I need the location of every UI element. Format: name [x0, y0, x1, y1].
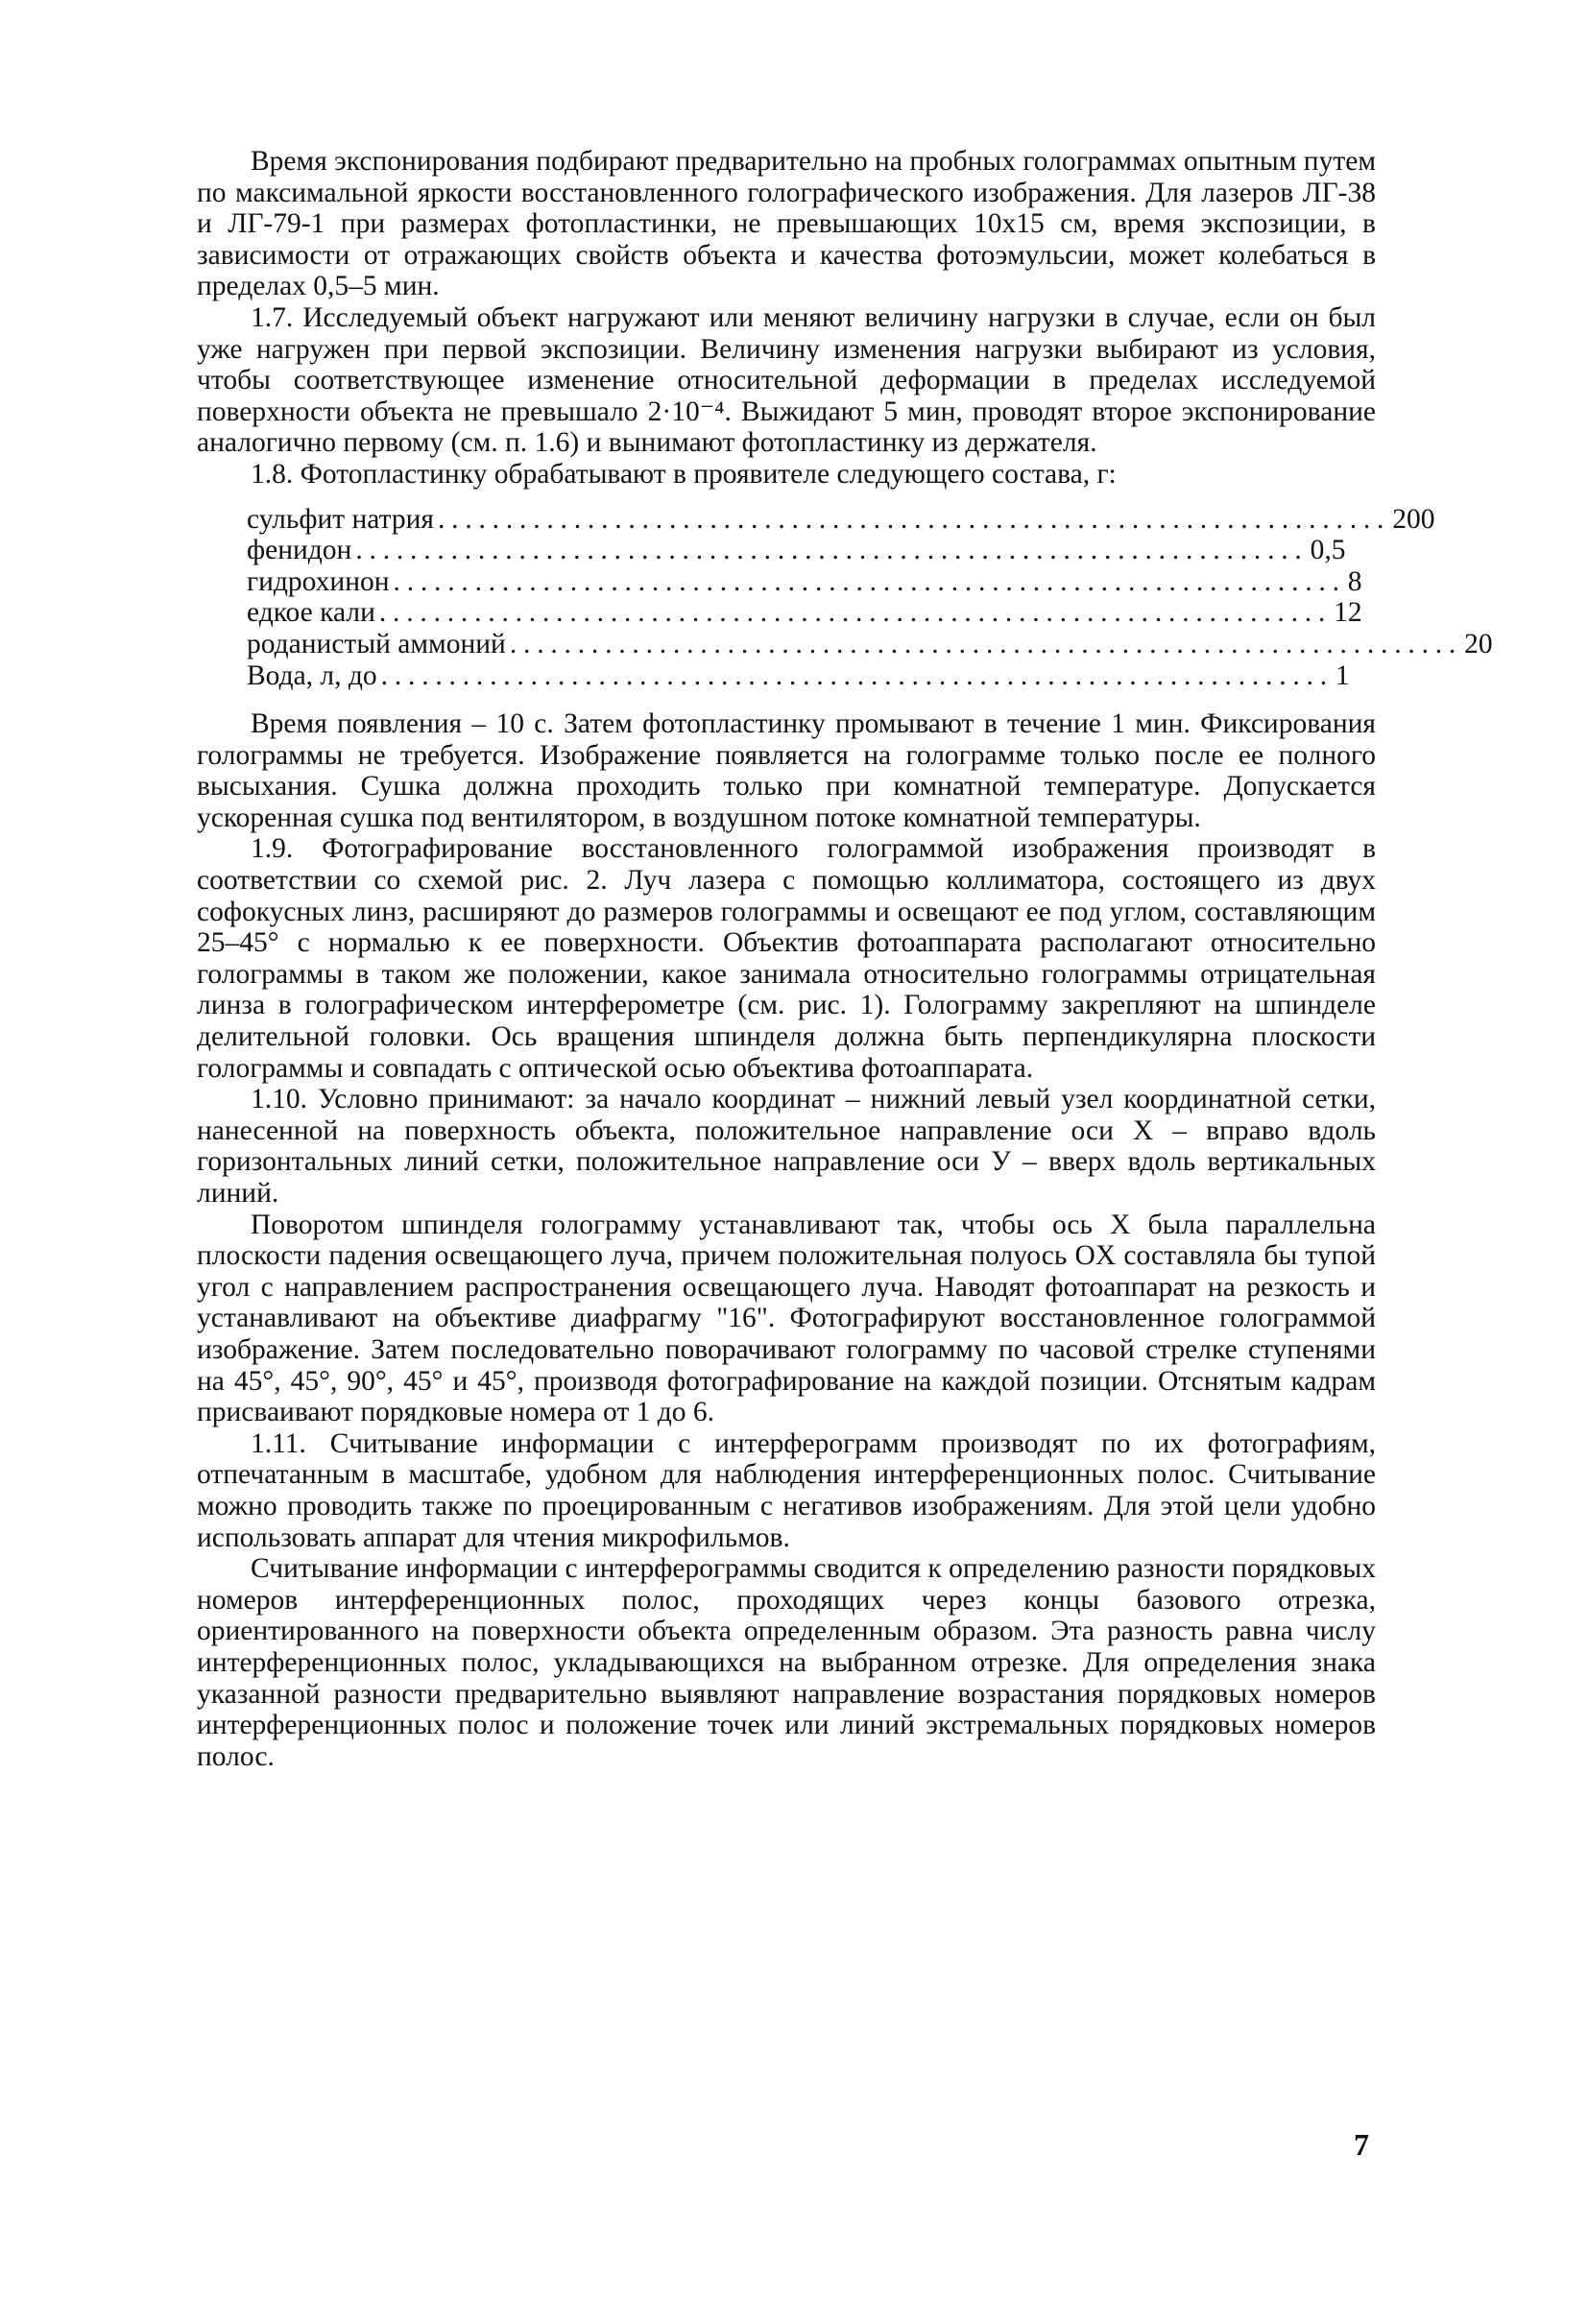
section-1-11-text: Считывание информации с интерферограмм производят по их фотографиям, отпечатанным в масштабе, удобном для наблюдения интерференционных полос. Считывание можно проводить также по проецированным с негативов изображениям. Для этой цели удобно использовать аппарат для чтения микрофильмов.: [197, 1427, 1377, 1553]
recipe-item-name: едкое кали: [247, 597, 375, 629]
section-1-8-text: Фотопластинку обрабатывают в проявителе следующего состава, г:: [300, 458, 1117, 490]
recipe-item-name: гидрохинон: [247, 565, 390, 597]
recipe-row: [247, 535, 1346, 566]
recipe-item-quantity: 1: [1335, 659, 1350, 691]
recipe-item-quantity: 8: [1347, 565, 1362, 597]
recipe-item-name: сульфит натрия: [247, 503, 434, 535]
section-1-10: [197, 1084, 1376, 1209]
recipe-item-quantity: 200: [1392, 503, 1435, 535]
dot-leader: ......................................................................: [437, 503, 1391, 535]
section-1-7-number: 1.7.: [251, 301, 294, 333]
section-1-8: [197, 459, 1376, 491]
section-1-11: [197, 1428, 1376, 1553]
section-1-9-text: Фотографирование восстановленного голограммой изображения производят в соответствии со схемой рис. 2. Луч лазера с помощью коллиматора, состоящего из двух софокусных линз, расширяют до размеров голограммы и освещают ее под углом, составляющим 25–45° с нормалью к ее поверхности. Объектив фотоаппарата располагают относительно голограммы в таком же положении, какое занимала относительно голограммы отрицательная линза в голографическом интерферометре (см. рис. 1). Голограмму закрепляют на шпинделе делительной головки. Ось вращения шпинделя должна быть перпендикулярна плоскости голограммы и совпадать с оптической осью объектива фотоаппарата.: [197, 833, 1376, 1084]
recipe-row: [247, 659, 1350, 692]
dot-leader: ......................................................................: [393, 565, 1346, 597]
section-1-8-number: 1.8.: [251, 458, 294, 490]
section-1-11-number: 1.11.: [251, 1427, 306, 1459]
dot-leader: ......................................................................: [378, 597, 1333, 629]
recipe-item-quantity: 12: [1334, 597, 1362, 629]
rotation-paragraph: Поворотом шпинделя голограмму устанавливают так, чтобы ось X была параллельна плоскости падения освещающего луча, причем положительная полуось OX составляла бы тупой угол с направлением распространения освещающего луча. Наводят фотоаппарат на резкость и устанавливают на объективе диафрагму "16". Фотографируют восстановленное голограммой изображение. Затем последовательно поворачивают голограмму по часовой стрелке ступенями на 45°, 45°, 90°, 45° и 45°, производя фотографирование на каждой позиции. Отснятым кадрам присваивают порядковые номера от 1 до 6.: [197, 1209, 1376, 1428]
dot-leader: ......................................................................: [355, 535, 1309, 566]
recipe-row: [247, 565, 1362, 598]
recipe-item-name: роданистый аммоний: [247, 628, 506, 659]
recipe-item-name: фенидон: [247, 535, 352, 566]
section-1-7: [197, 302, 1376, 459]
recipe-item-name: Вода, л, до: [247, 659, 377, 691]
section-1-10-number: 1.10.: [251, 1084, 307, 1115]
section-1-7-text: Исследуемый объект нагружают или меняют величину нагрузки в случае, если он был уже нагружен при первой экспозиции. Величину изменения нагрузки выбирают из условия, чтобы соответствующее изменение относительной деформации в пределах исследуемой поверхности объекта не превышало 2·10⁻⁴. Выжидают 5 мин, проводят второе экспонирование аналогично первому (см. п. 1.6) и вынимают фотопластинку из держателя.: [197, 301, 1376, 459]
section-1-9: [197, 833, 1376, 1084]
recipe-item-quantity: 0,5: [1310, 535, 1346, 566]
dot-leader: ......................................................................: [509, 628, 1463, 659]
recipe-row: [247, 597, 1362, 629]
recipe-row: [247, 503, 1435, 536]
reading-paragraph: Считывание информации с интерферограммы сводится к определению разности порядковых номеров интерференционных полос, проходящих через концы базового отрезка, ориентированного на поверхности объекта определенным образом. Эта разность равна числу интерференционных полос, укладывающихся на выбранном отрезке. Для определения знака указанной разности предварительно выявляют направление возрастания порядковых номеров интерференционных полос и положение точек или линий экстремальных порядковых номеров полос.: [197, 1553, 1376, 1772]
after-recipe-paragraph: Время появления – 10 с. Затем фотопластинку промывают в течение 1 мин. Фиксирования голограммы не требуется. Изображение появляется на голограмме только после ее полного высыхания. Сушка должна проходить только при комнатной температуре. Допускается ускоренная сушка под вентилятором, в воздушном потоке комнатной температуры.: [197, 708, 1376, 833]
recipe-row: [247, 628, 1493, 660]
dot-leader: ......................................................................: [380, 659, 1334, 691]
section-1-9-number: 1.9.: [251, 833, 294, 865]
developer-recipe-list: [247, 503, 1493, 692]
document-page: [197, 146, 1493, 1772]
section-1-10-text: Условно принимают: за начало координат – нижний левый узел координатной сетки, нанесенной на поверхность объекта, положительное направление оси X – вправо вдоль горизонтальных линий сетки, положительное направление оси У – вверх вдоль вертикальных линий.: [197, 1084, 1376, 1209]
page-number: 7: [1354, 2127, 1369, 2162]
intro-paragraph: Время экспонирования подбирают предварительно на пробных голограммах опытным путем по максимальной яркости восстановленного голографического изображения. Для лазеров ЛГ-38 и ЛГ-79-1 при размерах фотопластинки, не превышающих 10x15 см, время экспозиции, в зависимости от отражающих свойств объекта и качества фотоэмульсии, может колебаться в пределах 0,5–5 мин.: [197, 146, 1376, 302]
recipe-item-quantity: 20: [1464, 628, 1493, 659]
